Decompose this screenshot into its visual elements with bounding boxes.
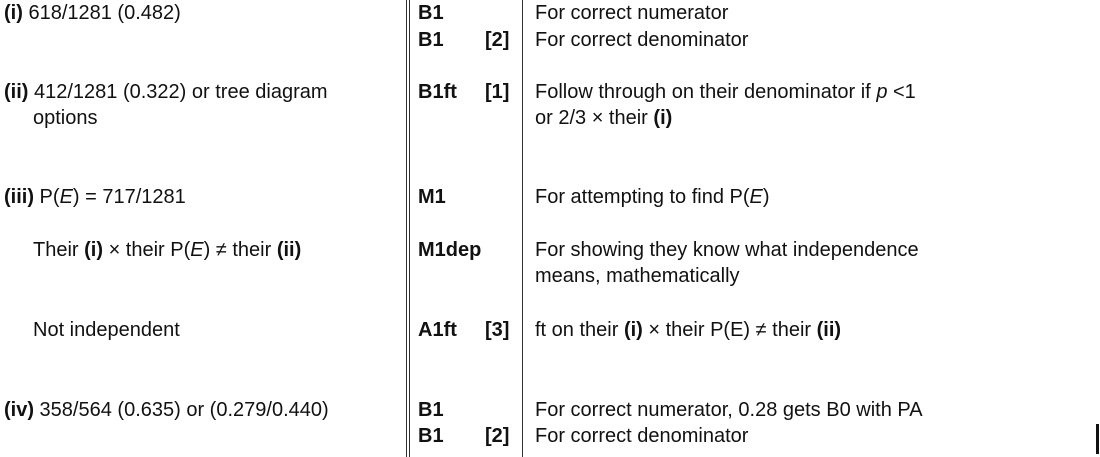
answer-text: Their: [33, 239, 85, 261]
answer-text: ) ≠ their: [203, 239, 277, 261]
column-divider: [522, 0, 523, 457]
answer-text: (ii): [276, 239, 302, 261]
answer-text: 412/1281 (0.322) or tree diagram: [28, 81, 328, 103]
comment-text: ft on their: [535, 319, 624, 341]
comment-text: ): [762, 186, 770, 208]
mark-code: B1ft: [418, 81, 457, 103]
comment-text: <1: [887, 81, 916, 103]
comment: For correct numerator: [535, 2, 729, 24]
comment: [535, 79, 916, 105]
answer-iii: [4, 184, 186, 210]
comment-text: For attempting to find P(: [535, 186, 750, 208]
answer-text: ) = 717/1281: [72, 186, 186, 208]
column-divider: [409, 0, 410, 457]
mark-code: B1: [418, 425, 444, 447]
text-cursor: [1096, 424, 1099, 454]
answer-text: Not independent: [33, 319, 180, 341]
answer-text: × their P(: [103, 239, 191, 261]
mark-code: B1: [418, 29, 444, 51]
mark-total: [2]: [485, 425, 510, 447]
comment-text: (i): [653, 107, 673, 129]
answer-text: 618/1281 (0.482): [22, 2, 181, 24]
part-label: (ii): [4, 81, 29, 103]
comment: For correct numerator, 0.28 gets B0 with PA: [535, 399, 923, 421]
comment: [535, 317, 841, 343]
comment: [535, 105, 672, 131]
comment: means, mathematically: [535, 265, 740, 287]
answer-text: 358/564 (0.635) or (0.279/0.440): [34, 399, 329, 421]
comment-text: Follow through on their denominator if: [535, 81, 877, 103]
mark-code: A1ft: [418, 319, 457, 341]
answer-text: P(: [34, 186, 60, 208]
answer-iv: [4, 397, 329, 423]
mark-code: M1: [418, 186, 446, 208]
answer-independence-test: [33, 237, 301, 263]
comment-text: (i): [623, 319, 643, 341]
comment: For correct denominator: [535, 29, 749, 51]
column-divider: [406, 0, 407, 457]
mark-total: [3]: [485, 319, 510, 341]
part-label: (iii): [4, 186, 34, 208]
mark-total: [1]: [485, 81, 510, 103]
answer-ii: [4, 79, 328, 105]
part-label: (iv): [4, 399, 34, 421]
comment: [535, 184, 770, 210]
comment-text: (ii): [816, 319, 842, 341]
answer-text: E: [59, 186, 73, 208]
mark-code: B1: [418, 399, 444, 421]
mark-code: M1dep: [418, 239, 482, 261]
comment-text: × their P(E) ≠ their: [642, 319, 817, 341]
comment-text: or 2/3 × their: [535, 107, 654, 129]
answer-i: [4, 0, 181, 26]
comment: For showing they know what independence: [535, 239, 919, 261]
answer-text: options: [33, 107, 98, 129]
answer-text: E: [190, 239, 204, 261]
answer-text: (i): [84, 239, 104, 261]
comment: For correct denominator: [535, 425, 749, 447]
comment-text: p: [876, 81, 888, 103]
mark-code: B1: [418, 2, 444, 24]
comment-text: E: [749, 186, 763, 208]
mark-total: [2]: [485, 29, 510, 51]
part-label: (i): [4, 2, 23, 24]
